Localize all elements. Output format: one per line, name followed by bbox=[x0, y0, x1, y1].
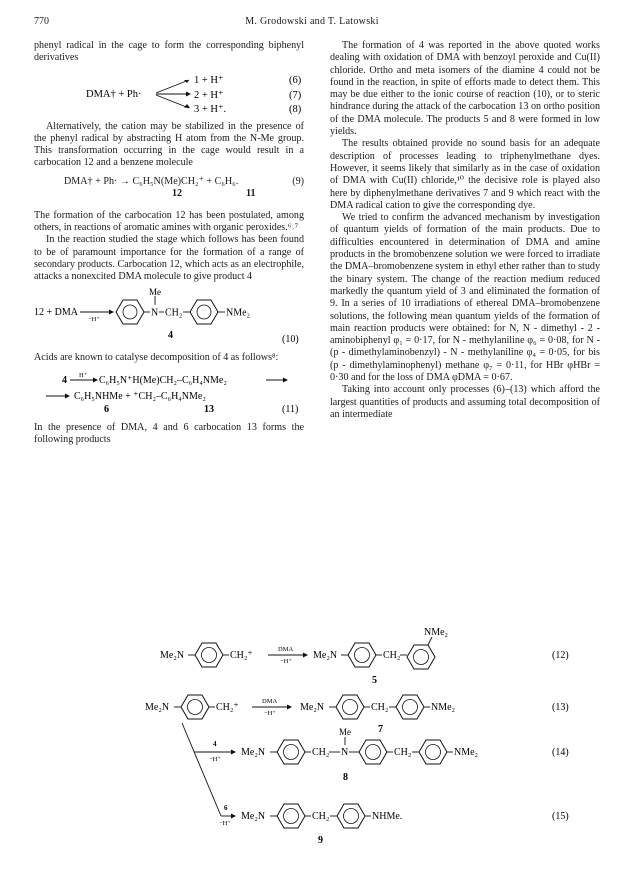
compound-4: 4 bbox=[62, 374, 67, 386]
paragraph: The results obtained provide no sound basis for an adequate description of processes leading to triphenylmethane dyes. However, it seems likely that similarly as in the case of oxidation of DMA with Cu(II) chloride,¹⁰ the decisive role is played also here by diphenylmethane derivatives 7 and 9 which react with the DMA radical cation to give the corresponding dye. bbox=[330, 138, 600, 211]
equation-11 bbox=[34, 370, 304, 416]
nme2-label: NMe₂ bbox=[226, 307, 251, 319]
equation-9 bbox=[34, 176, 304, 204]
label-11: 11 bbox=[246, 188, 256, 200]
structure-4 bbox=[34, 288, 304, 346]
branch-line bbox=[182, 723, 221, 816]
paragraph: phenyl radical in the cage to form the corresponding biphenyl derivatives bbox=[34, 40, 304, 64]
compound-label-5: 5 bbox=[372, 675, 377, 686]
ch2-label: CH₂ bbox=[383, 650, 401, 661]
ch2-label: CH₂ bbox=[312, 811, 330, 822]
running-authors: M. Grodowski and T. Latowski bbox=[245, 16, 379, 27]
compound-label-6: 6 bbox=[104, 403, 109, 415]
ch2-label: CH₂ bbox=[394, 747, 412, 758]
product-6: 1 + H⁺ bbox=[194, 74, 224, 86]
compound-label-7: 7 bbox=[378, 724, 383, 735]
ch2-label: CH₂ bbox=[371, 702, 389, 713]
nme2-label: NMe₂ bbox=[454, 747, 479, 758]
reaction-arrows-6-8 bbox=[34, 71, 304, 115]
reaction-12 bbox=[160, 627, 569, 686]
right-column bbox=[330, 40, 600, 421]
eq-number-13: (13) bbox=[552, 702, 569, 713]
reaction-11 bbox=[34, 370, 304, 416]
arrow-byproduct: −H⁺ bbox=[264, 710, 276, 717]
me2n-label: Me₂N bbox=[313, 650, 338, 661]
compound-label-8: 8 bbox=[343, 772, 348, 783]
product-7: 2 + H⁺ bbox=[194, 89, 224, 101]
eq11-line1: C₆H₅N⁺H(Me)CH₂–C₆H₄NMe₂ bbox=[99, 374, 227, 386]
me2n-label: Me₂N bbox=[160, 650, 185, 661]
page-number: 770 bbox=[34, 16, 49, 27]
paragraph: The formation of 4 was reported in the above quoted works dealing with oxidation of DMA with benzoyl peroxide and Cu(II) chloride. Ortho and meta isomers of the diamine 4 could not be found in the reaction, in spite of efforts made to detect them. This may be due either to the ionic course of reaction (10), or to steric hindrance during the attack of the carbocation 13 on ortho position of the DMA molecule. The products 5 and 8 were formed in low yields. bbox=[330, 40, 600, 138]
arrow-byproduct: −H⁺ bbox=[280, 658, 292, 665]
paragraph: In the reaction studied the stage which follows has been found to be of paramount importance for the formation of a range of secondary products. Carbocation 12, which acts as an electrophile, attacks a nonexcited DMA molecule to give product 4 bbox=[34, 234, 304, 283]
carbocation-label: CH₂⁺ bbox=[216, 702, 239, 713]
reagent-4: 4 bbox=[213, 740, 217, 748]
paragraph: Acids are known to catalyse decomposition of 4 as follows⁸: bbox=[34, 351, 279, 363]
ch2-label: CH₂ bbox=[312, 747, 330, 758]
eq-number-12: (12) bbox=[552, 650, 569, 661]
arrow-8 bbox=[156, 95, 189, 108]
product-8: 3 + H⁺. bbox=[194, 103, 227, 115]
arrow-byproduct: −H⁺ bbox=[219, 820, 231, 827]
eq-number-7: (7) bbox=[289, 89, 302, 101]
arrow-label: −H⁺ bbox=[88, 315, 100, 323]
eq9-text: DMA† + Ph· → C₆H₅N(Me)CH₂⁺ + C₆H₆. bbox=[64, 175, 239, 187]
eq-number-6: (6) bbox=[289, 74, 302, 86]
paragraph: In the presence of DMA, 4 and 6 carbocation 13 forms the following products bbox=[34, 421, 304, 446]
nhme-label: NHMe. bbox=[372, 811, 403, 822]
arrow-6 bbox=[156, 80, 189, 93]
me2n-label: Me₂N bbox=[241, 747, 266, 758]
eq-number-15: (15) bbox=[552, 811, 569, 822]
nme2-label: NMe₂ bbox=[431, 702, 456, 713]
eq-number-8: (8) bbox=[289, 103, 302, 115]
eq-number-14: (14) bbox=[552, 747, 569, 758]
equations-6-8 bbox=[34, 71, 304, 115]
me2n-label: Me₂N bbox=[241, 811, 266, 822]
compound-label-13: 13 bbox=[204, 403, 214, 415]
compound-label-4: 4 bbox=[168, 329, 173, 341]
eq-number-11: (11) bbox=[282, 403, 299, 415]
running-header bbox=[34, 16, 590, 30]
paragraph: We tried to confirm the advanced mechanism by investigation of quantum yields of formation of the main products. Due to difficulties encountered in determination of DMA and amine products in the bromobenzene solution we were forced to irradiate the DMA–bromobenzene system in ethyl ether rather than to study the binary system. The change of the reaction medium reduced markedly the quantum yield of 3 and eliminated the formation of 9. In a series of 10 irradiations of ethereal DMA–bromobenzene solutions, the following mean quantum yields of the formation of main reaction products were obtained: for N, N - dimethyl - 2 - aminobiphenyl φ₁ = 0·17, for N - methylaniline φ₆ = 0·08, for N - (p - dimethylaminobenzyl) - N - methylaniline φ₄ = 0·05, for bis (p - dimethylaminophenyl) methane φ₇ = 0·11, for HBr φHBr = 0·30 and for the loss of DMA φDMA = 0·67. bbox=[330, 212, 600, 384]
carbocation-label: CH₂⁺ bbox=[230, 650, 253, 661]
nme2-label: NMe₂ bbox=[424, 627, 449, 638]
nitrogen: N bbox=[151, 307, 159, 319]
ch2-label: CH₂ bbox=[165, 307, 183, 319]
arrow-reagent: DMA bbox=[262, 698, 278, 705]
paragraph: Alternatively, the cation may be stabilized in the presence of the phenyl radical by abstracting H atom from the N-Me group. This transformation occurring in the cage would result in a carbocation 12 and a benzene molecule bbox=[34, 120, 304, 169]
reagent-6: 6 bbox=[224, 804, 228, 812]
eq-number-9: (9) bbox=[292, 175, 304, 187]
eq-lhs: DMA† + Ph· bbox=[86, 88, 142, 100]
label-12: 12 bbox=[172, 188, 183, 200]
methyl-label: Me bbox=[339, 727, 351, 737]
paragraph: Taking into account only processes (6)–(13) which afford the largest quantities of products and assuming total decomposition of an intermediate bbox=[330, 384, 600, 420]
reaction-13 bbox=[145, 695, 569, 735]
reaction-14 bbox=[209, 727, 569, 783]
me2n-label: Me₂N bbox=[145, 702, 170, 713]
paragraph: The formation of the carbocation 12 has been postulated, among others, in reactions of aromatic amines with organic peroxides.⁶˒⁷ bbox=[34, 209, 304, 234]
eq10-lhs: 12 + DMA bbox=[34, 306, 78, 318]
arrow-byproduct: −H⁺ bbox=[209, 756, 221, 763]
nitrogen: N bbox=[341, 747, 349, 758]
reaction-scheme bbox=[0, 615, 624, 875]
equation-10 bbox=[34, 288, 304, 346]
compound-label-9: 9 bbox=[318, 835, 323, 846]
methyl-label: Me bbox=[149, 287, 161, 297]
reaction-15 bbox=[219, 804, 569, 846]
eq11-line2: C₆H₅NHMe + ⁺CH₂–C₆H₄NMe₂ bbox=[74, 390, 206, 402]
me2n-label: Me₂N bbox=[300, 702, 325, 713]
arrow-reagent: DMA bbox=[278, 646, 294, 653]
h-plus-label: H⁺ bbox=[79, 371, 88, 379]
left-column bbox=[34, 40, 304, 446]
eq-number-10: (10) bbox=[282, 333, 299, 345]
